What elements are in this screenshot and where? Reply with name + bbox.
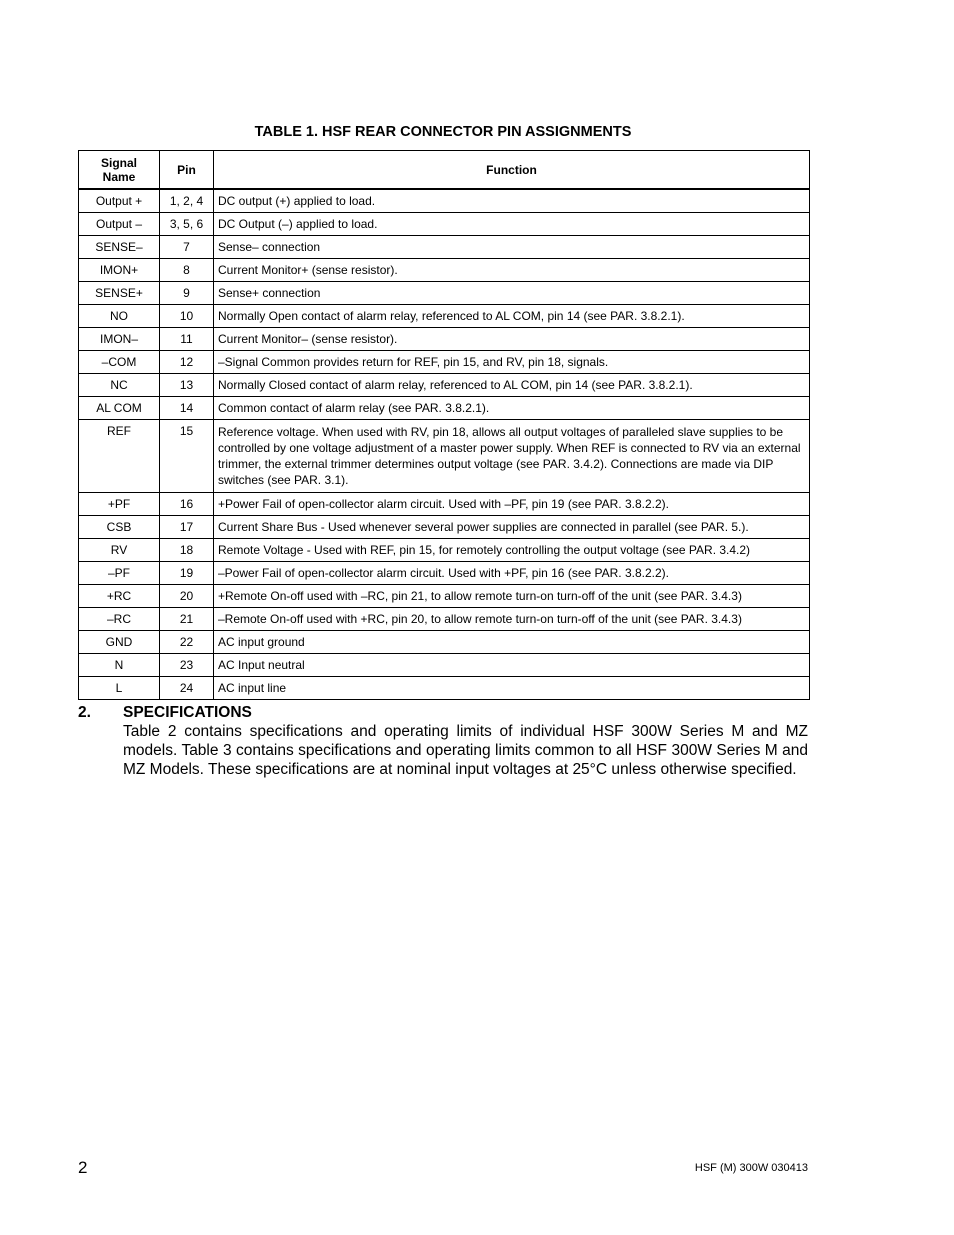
table-body [79,189,810,700]
function-cell: –Power Fail of open-collector alarm circuit. Used with +PF, pin 16 (see PAR. 3.8.2.2). [214,562,810,585]
specifications-section [78,703,808,779]
pin-cell: 18 [160,539,214,562]
signal-name-cell: NO [79,305,160,328]
function-cell: –Signal Common provides return for REF, pin 15, and RV, pin 18, signals. [214,351,810,374]
function-cell: Current Monitor+ (sense resistor). [214,259,810,282]
signal-name-cell: +RC [79,585,160,608]
pin-cell: 24 [160,677,214,700]
function-cell: Sense+ connection [214,282,810,305]
pin-cell: 16 [160,493,214,516]
signal-name-cell: –PF [79,562,160,585]
pin-cell: 20 [160,585,214,608]
table-row [79,654,810,677]
function-cell: Common contact of alarm relay (see PAR. 3.8.2.1). [214,397,810,420]
function-cell: Current Share Bus - Used whenever several power supplies are connected in parallel (see PAR. 5.). [214,516,810,539]
table-row [79,236,810,259]
signal-name-cell: CSB [79,516,160,539]
table-row [79,259,810,282]
pin-cell: 15 [160,420,214,493]
table-row [79,608,810,631]
pin-cell: 22 [160,631,214,654]
table-title: TABLE 1. HSF REAR CONNECTOR PIN ASSIGNMENTS [254,124,632,140]
pin-cell: 14 [160,397,214,420]
table-row [79,213,810,236]
signal-name-cell: Output – [79,213,160,236]
function-cell: DC output (+) applied to load. [214,189,810,213]
table-row [79,328,810,351]
table-row [79,282,810,305]
pin-cell: 21 [160,608,214,631]
signal-name-cell: AL COM [79,397,160,420]
pin-cell: 3, 5, 6 [160,213,214,236]
table-row [79,677,810,700]
pin-assignment-table [78,150,810,700]
pin-cell: 13 [160,374,214,397]
table-row [79,562,810,585]
table-row [79,351,810,374]
function-cell: AC input line [214,677,810,700]
section-number: 2. [78,704,91,721]
signal-name-cell: RV [79,539,160,562]
pin-cell: 9 [160,282,214,305]
function-cell: Normally Closed contact of alarm relay, referenced to AL COM, pin 14 (see PAR. 3.8.2.1). [214,374,810,397]
signal-name-cell: REF [79,420,160,493]
pin-cell: 23 [160,654,214,677]
signal-name-cell: –RC [79,608,160,631]
function-cell: +Remote On-off used with –RC, pin 21, to allow remote turn-on turn-off of the unit (see PAR. 3.4.3) [214,585,810,608]
pin-cell: 8 [160,259,214,282]
signal-name-cell: IMON– [79,328,160,351]
table-row [79,305,810,328]
signal-name-cell: Output + [79,189,160,213]
function-cell: Sense– connection [214,236,810,259]
table-row [79,516,810,539]
table-row [79,420,810,493]
pin-cell: 1, 2, 4 [160,189,214,213]
function-cell: Current Monitor– (sense resistor). [214,328,810,351]
table-row [79,585,810,608]
signal-name-cell: SENSE– [79,236,160,259]
header-function: Function [214,151,810,190]
pin-cell: 10 [160,305,214,328]
signal-name-cell: N [79,654,160,677]
pin-cell: 11 [160,328,214,351]
header-signal-name: Signal Name [79,151,160,190]
table-row [79,493,810,516]
pin-cell: 19 [160,562,214,585]
function-cell: DC Output (–) applied to load. [214,213,810,236]
section-heading: SPECIFICATIONS [123,704,252,721]
document-id: HSF (M) 300W 030413 [694,1162,808,1174]
signal-name-cell: SENSE+ [79,282,160,305]
pin-cell: 17 [160,516,214,539]
table-row [79,189,810,213]
function-cell: Normally Open contact of alarm relay, referenced to AL COM, pin 14 (see PAR. 3.8.2.1). [214,305,810,328]
signal-name-cell: IMON+ [79,259,160,282]
pin-cell: 7 [160,236,214,259]
signal-name-cell: L [79,677,160,700]
function-cell: +Power Fail of open-collector alarm circuit. Used with –PF, pin 19 (see PAR. 3.8.2.2). [214,493,810,516]
pin-cell: 12 [160,351,214,374]
signal-name-cell: GND [79,631,160,654]
function-cell: AC input ground [214,631,810,654]
signal-name-cell: NC [79,374,160,397]
table-row [79,539,810,562]
function-cell: Reference voltage. When used with RV, pin 18, allows all output voltages of paralleled slave supplies to be controlled by one voltage adjustment of a master power supply. When REF is connected to RV via an external trimmer, the external trimmer determines output voltage (see PAR. 3.4.2). Connections are made via DIP switches (see PAR. 3.1). [214,420,810,493]
function-cell: AC Input neutral [214,654,810,677]
signal-name-cell: +PF [79,493,160,516]
table-header-row [79,151,810,190]
signal-name-cell: –COM [79,351,160,374]
function-cell: Remote Voltage - Used with REF, pin 15, for remotely controlling the output voltage (see PAR. 3.4.2) [214,539,810,562]
table-row [79,374,810,397]
header-pin: Pin [160,151,214,190]
page-number: 2 [78,1158,88,1177]
table-row [79,397,810,420]
section-body: Table 2 contains specifications and operating limits of individual HSF 300W Series M and MZ models. Table 3 contains specifications and operating limits common to all HSF 300W Series M and MZ Models. These specifications are at nominal input voltages at 25°C unless otherwise specified. [123,723,808,778]
function-cell: –Remote On-off used with +RC, pin 20, to allow remote turn-on turn-off of the unit (see PAR. 3.4.3) [214,608,810,631]
table-row [79,631,810,654]
